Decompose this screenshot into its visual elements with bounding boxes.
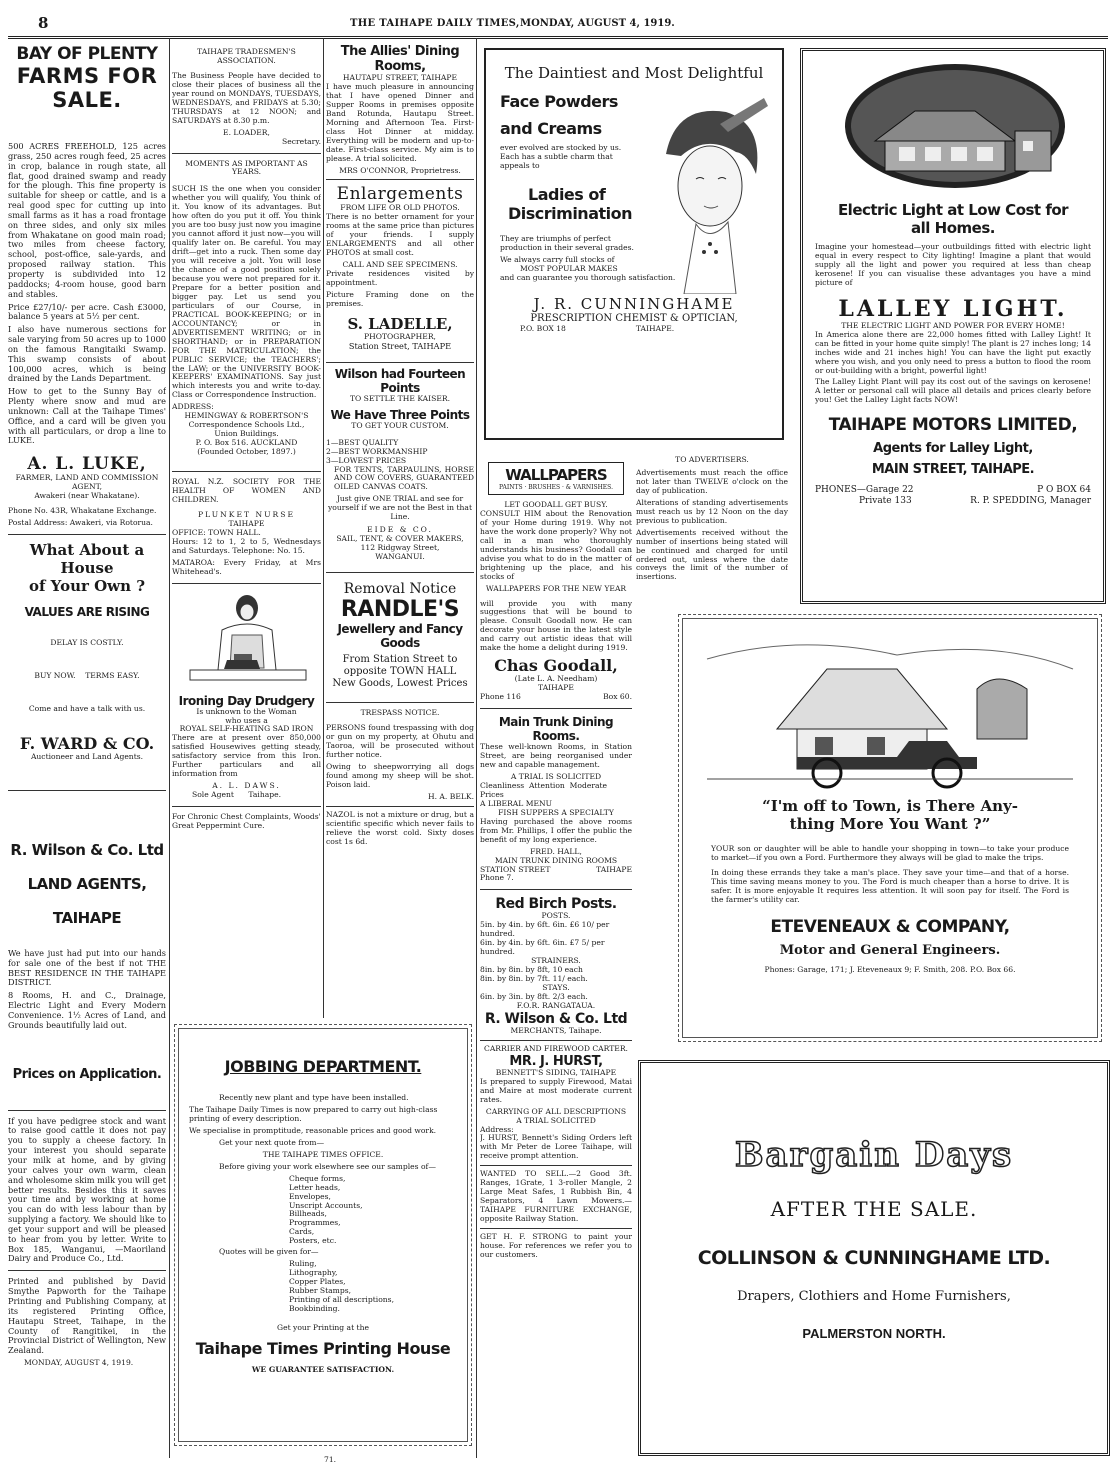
list-item: Envelopes, (289, 1191, 331, 1201)
ad-heading: CARRIER AND FIREWOOD CARTER. (484, 1043, 628, 1053)
ad-heading: TAIHAPE TRADESMEN'S ASSOCIATION. (197, 48, 296, 65)
signature: FRED. HALL, (530, 846, 582, 856)
ad-line: STRAINERS. (531, 956, 581, 966)
ad-body: Just give ONE TRIAL and see for yourself if we are not the Best in that Line. (327, 494, 473, 522)
ad-line: WE GUARANTEE SATISFACTION. (251, 1364, 395, 1374)
ad-heading: Removal Notice (343, 581, 457, 598)
ad-heading: WALLPAPERS FOR THE NEW YEAR (485, 583, 627, 593)
divider (326, 806, 474, 807)
samples-list (189, 1175, 457, 1247)
contact-line (815, 496, 1091, 507)
ad-body: The Business People have decided to close their places of business all the year round on MONDAYS, TUESDAYS, WEDNESDAYS, and FRIDAYS at 5.30; THURSDAYS at 12 NOON; and SATURDAYS at 8.30 p.m. (172, 70, 321, 125)
ad-line-part: TAIHAPE. (635, 323, 675, 333)
ad-body: Imagine your homestead—your outbuildings fitted with electric light equal in every respect to City lighting! Imagine a plant that would supply all the light and power you required at less than cheap kerosene! If you can visualise these advantages you have a mind picture of (815, 242, 1091, 287)
goodall-wallpaper-ad (480, 462, 632, 702)
masthead-rule (8, 36, 1108, 39)
ad-line: Union Buildings. (214, 429, 279, 439)
ad-body: Advertisements received without the number of insertions being stated will be continued and charged for until ordered out, unless where the date conveys the limit of the number of insertions. (636, 527, 788, 582)
phone: Phone No. 43R, Whakatane Exchange. (8, 506, 157, 516)
divider (480, 1228, 632, 1229)
ad-body: Before giving your work elsewhere see our samples of— (219, 1161, 436, 1171)
divider (326, 362, 474, 363)
ad-line-part: PHONES—Garage 22 (815, 485, 914, 496)
ad-heading: Ladies of (528, 184, 606, 204)
signature-role: Secretary. (282, 136, 321, 146)
ad-heading: Enlargements (336, 184, 464, 205)
tradesmen-ad (172, 48, 321, 147)
list-item: Ruling, (289, 1259, 317, 1269)
ad-body: Having purchased the above rooms from Mr. Phillips, I offer the public the benefit of my long experience. (480, 816, 632, 844)
ad-line: CALL AND SEE SPECIMENS. (342, 260, 458, 270)
imprint: Printed and published by David Smythe Papworth for the Taihape Printing and Publishing Company, at its registered Printing Office, Hautapu Street, Taihape, in the County of Rangitikei, in the Provincial District of Wellington, New Zealand. (8, 1276, 166, 1356)
signature-role (192, 791, 321, 800)
ad-line: DELAY IS COSTLY. (50, 638, 124, 648)
list-item: Programmes, (289, 1218, 341, 1228)
ad-heading: The Allies' Dining (340, 44, 460, 59)
advertiser-role: MERCHANTS, Taihape. (510, 1025, 602, 1035)
column-rule (323, 38, 324, 1018)
ad-line: We always carry full stocks of (500, 254, 615, 264)
ad-line: Address: (480, 1124, 514, 1134)
plunket-ad (172, 478, 321, 577)
list-item: Printing of all descriptions, (289, 1295, 394, 1305)
homestead-illustration (815, 61, 1095, 191)
moments-ad (172, 160, 321, 458)
trespass-ad (326, 709, 474, 802)
ad-heading: LAND AGENTS, (27, 874, 147, 893)
signature: H. A. BELK. (427, 791, 474, 801)
price-line: 5in. by 4in. by 6ft. 6in. £6 10/ per hundred. (480, 920, 610, 939)
ad-heading: JOBBING DEPARTMENT. (224, 1057, 422, 1076)
ad-heading: What About a House (29, 541, 145, 578)
lalley-light-ad (800, 48, 1106, 604)
column-4a (480, 462, 632, 1462)
ad-line (480, 782, 632, 800)
ad-heading: ROYAL N.Z. SOCIETY FOR THE HEALTH OF WOMEN AND CHILDREN. (172, 477, 321, 504)
price-line: 8in. by 8in. by 7ft. 11/ each. (480, 974, 588, 984)
advertiser-role: PRESCRIPTION CHEMIST & OPTICIAN, (530, 312, 738, 324)
ad-body: 8 Rooms, H. and C., Drainage, Electric Light and Every Modern Convenience. 1½ Acres of Land, and Grounds beautifully laid out. (8, 990, 166, 1030)
wallpapers-logo (488, 462, 624, 495)
points-list (326, 439, 474, 466)
ad-body: Quotes will be given for— (219, 1247, 319, 1257)
ad-body: J. HURST, Bennett's Siding Orders left with Mr Peter de Loree Taihape, will receive prompt attention. (480, 1133, 632, 1161)
divider (8, 1110, 166, 1111)
ad-heading: The Daintiest and Most Delightful (504, 64, 764, 82)
ad-line: Drapers, Clothiers and Home Furnishers, (737, 1289, 1011, 1304)
signature: MAIN TRUNK DINING ROOMS (494, 855, 618, 865)
advertiser-name: TAIHAPE MOTORS LIMITED, (828, 415, 1078, 436)
signature: E. LOADER, (223, 127, 270, 137)
ad-heading: Prices on Application. (12, 1066, 162, 1082)
ad-heading: of Your Own ? (28, 577, 145, 596)
ad-line: F.O.R. RANGATAUA. (516, 1000, 596, 1010)
advertiser-role: PHOTOGRAPHER, (364, 331, 436, 341)
list-item: Copper Plates, (289, 1277, 346, 1287)
price-line: 8in. by 8in. by 8ft, 10 each (480, 965, 583, 975)
ad-heading: Goods (380, 636, 420, 651)
eteveneaux-ford-ad (678, 614, 1102, 1042)
contact-line: Phones: Garage, 171; J. Eteveneaux 9; F. Smith, 208. P.O. Box 66. (764, 964, 1016, 974)
hurst-carrier-ad (480, 1045, 632, 1161)
woman-ironing-illustration (172, 590, 321, 690)
ad-heading: Jewellery and Fancy (337, 622, 463, 637)
ad-heading: Rooms, (374, 59, 426, 74)
advertiser-name: A. L. LUKE, (27, 454, 147, 475)
advertiser-address: BENNETT'S SIDING, TAIHAPE (495, 1067, 617, 1077)
ad-line-part: Box 60. (603, 692, 632, 702)
ad-line: FROM LIFE OR OLD PHOTOS. (340, 203, 460, 213)
list-item: Cards, (289, 1227, 315, 1237)
ad-body: I have much pleasure in announcing that I have opened Dinner and Supper Rooms in premises opposite Band Rotunda, Hautapu Street. Morning and Afternoon Tea. First-class Hot Dinner at midday. Everything will be modern and up-to-date. First-class service. My aim is to please. A trial solicited. (326, 81, 474, 163)
divider (480, 1165, 632, 1166)
ad-line: ADDRESS: (172, 402, 214, 412)
ad-line: and can guarantee you thorough satisfaction. (500, 272, 676, 282)
signature-part: Sole Agent (192, 790, 234, 800)
woman-portrait-illustration (636, 94, 772, 294)
dairy-ad: If you have pedigree stock and want to raise good cattle it does not pay you to supply a cheese factory. In your interest you should separate your milk at home, and by giving your calves your own warm, clean and wholesome skim milk you will get better results. Besides this it saves your time and by working at home you can do with less labour than by supplying a factory. We should like to get your support and will be pleased to hear from you by letter. Write to Box 185, Wanganui, —Maoriland Dairy and Produce Co., Ltd. (8, 1115, 166, 1264)
ad-heading: LET GOODALL GET BUSY. (504, 500, 608, 509)
advertiser-name: Taihape Times Printing House (195, 1338, 451, 1358)
ad-line: opposite TOWN HALL (343, 666, 457, 678)
ad-body: There are at present over 850,000 satisfied Housewives getting steady, satisfactory service from this Iron. Further particulars and all information from (172, 733, 321, 779)
ad-body: Advertisements must reach the office not later than TWELVE o'clock on the day of publication. (636, 467, 788, 495)
price-line: 6in. by 3in. by 8ft. 2/3 each. (480, 991, 588, 1001)
ad-line: Correspondence Schools Ltd., (188, 420, 305, 430)
ad-line: Each has a subtle charm that appeals to (500, 151, 613, 170)
ad-heading: Electric Light at Low Cost for (837, 201, 1069, 219)
ad-heading: Wilson had Fourteen (334, 366, 466, 381)
divider (172, 471, 321, 472)
advertiser-role: SAIL, TENT, & COVER MAKERS, (336, 534, 464, 544)
red-birch-posts-ad (480, 896, 632, 1035)
strong-painter-ad: GET H. F. STRONG to paint your house. For references we refer you to our customers. (480, 1232, 632, 1259)
divider (326, 702, 474, 703)
advertiser-name: Chas Goodall, (494, 656, 618, 676)
ad-heading: TO ADVERTISERS. (675, 456, 749, 464)
ad-heading: Red Birch Posts. (495, 896, 617, 913)
divider (8, 790, 166, 791)
ad-line: Agents for Lalley Light, (873, 441, 1033, 457)
ad-line-part: TAIHAPE (596, 864, 632, 874)
ad-body: MATAROA: Every Friday, at Mrs Whitehead's. (172, 557, 321, 576)
nazol-ad: NAZOL is not a mixture or drug, but a scientific specific which never fails to relieve the worst cold. Sixty doses cost 1s 6d. (326, 809, 474, 846)
ad-body: 500 ACRES FREEHOLD, 125 acres grass, 250 acres rough feed, 25 acres in crop, balance in rough state, all flat, good drained swamp and ready for the plough. This fine property is suitable for sheep or cattle, and is a real good spec for cutting up into small farms as it has a road frontage on three sides, and only six miles from Whakatane on good main road; two miles from cheese factory, school, post-office, sale-yards, and proposed railway station. This property is subdivided into 12 paddocks; 4-room house, good barn and stables. (8, 141, 166, 299)
ad-heading: Ironing Day Drudgery (178, 693, 315, 708)
ad-line (480, 693, 632, 702)
page-number: 8 (38, 14, 49, 32)
ad-heading: FARMS FOR SALE. (16, 64, 158, 112)
main-trunk-dining-ad (480, 715, 632, 883)
ad-line: Is unknown to the Woman (196, 706, 297, 716)
logo-subtext: PAINTS · BRUSHES · & VARNISHES. (499, 484, 613, 491)
chest-ad: For Chronic Chest Complaints, Woods' Great Peppermint Cure. (172, 812, 321, 831)
advertiser-name: HEMINGWAY & ROBERTSON'S (184, 411, 309, 421)
ad-line: Phone 7. (480, 873, 514, 883)
ad-body: Is prepared to supply Firewood, Matai and Maire at most moderate current rates. (480, 1076, 632, 1104)
list-item: 1—BEST QUALITY (326, 437, 399, 447)
signature: A. L. DAWS. (212, 781, 281, 791)
price-line: 6in. by 4in. by 6ft. 6in. £7 5/ per hundred. (480, 938, 605, 957)
ad-body: There is no better ornament for your rooms at the same price than pictures of your friends. I supply ENLARGEMENTS and all other PHOTOS at small cost. (326, 212, 474, 258)
ad-line-part: STATION STREET (480, 864, 551, 874)
ad-body: Private residences visited by appointment. (326, 269, 474, 288)
enlargements-ad (326, 184, 474, 351)
ad-line-part: R. P. SPEDDING, Manager (970, 496, 1091, 507)
ad-heading: R. Wilson & Co. Ltd (10, 840, 164, 859)
divider (8, 1270, 166, 1271)
ad-heading: all Homes. (911, 219, 995, 237)
advertiser-name: ETEVENEAUX & COMPANY, (770, 916, 1010, 937)
advertiser-name: MR. J. HURST, (509, 1053, 603, 1069)
divider (480, 708, 632, 709)
ad-body: In doing these errands they take a man's place. They save your time—and that of a horse. This time saving means money to you. The Ford is much cheaper than a horse to drive. It is safer. It is more enjoyable It requires less attention. It will soon pay for itself. The Ford is the farmer's utility car. (711, 867, 1069, 904)
ad-body: Get your next quote from— (219, 1137, 325, 1147)
ad-line-part: Phone 116 (480, 692, 521, 702)
column-4b (636, 456, 788, 606)
list-item: Unscript Accounts, (289, 1200, 363, 1210)
ad-line: ROYAL SELF-HEATING SAD IRON (179, 724, 314, 734)
advertiser-address: Station Street, TAIHAPE (348, 340, 452, 351)
ad-heading: Discrimination (508, 203, 633, 223)
ad-body: Hours: 12 to 1, 2 to 5, Wednesdays and Saturdays. Telephone: No. 15. (172, 536, 321, 555)
ad-heading: thing More You Want ?” (789, 815, 991, 833)
list-item: 3—LOWEST PRICES (326, 455, 407, 465)
ad-line: MOST POPULAR MAKES (520, 263, 618, 273)
newspaper-title: THE TAIHAPE DAILY TIMES, (350, 18, 520, 29)
column-3 (326, 44, 474, 1014)
ad-heading: Points (380, 380, 420, 395)
ad-heading: Face Powders (500, 92, 618, 111)
ad-line: ever evolved are stocked by us. (500, 143, 622, 152)
list-item: Cheque forms, (289, 1173, 346, 1183)
ad-line: TAIHAPE (228, 518, 265, 528)
ad-heading: MOMENTS AS IMPORTANT AS YEARS. (185, 158, 308, 177)
wanted-to-sell-ad: WANTED TO SELL.—2 Good 3ft. Ranges, 1Grate, 1 3-roller Mangle, 2 Large Meat Safes, 1 Rubbish Bin, 4 Separators, 4 Lawn Mowers.—TAIHAPE FURNITURE EXCHANGE, opposite Railway Station. (480, 1169, 632, 1224)
column-2 (172, 48, 321, 998)
ad-line: A LIBERAL MENU (480, 798, 553, 808)
eide-tents-ad (326, 367, 474, 562)
wilson-land-ad (8, 841, 166, 1082)
advertiser-name: F. WARD & CO. (19, 733, 155, 753)
list-item: 2—BEST WORKMANSHIP (326, 446, 428, 456)
ad-line-part: Cleanliness (480, 780, 525, 790)
ad-line: Motor and General Engineers. (779, 942, 1001, 958)
advertiser-address: 112 Ridgway Street, (360, 543, 440, 553)
ad-body: Alterations of standing advertisements must reach us by 12 Noon on the day previous to publication. (636, 497, 788, 525)
ad-heading: Rooms. (532, 729, 580, 744)
list-item: Bookbinding. (289, 1304, 340, 1314)
ad-heading: BAY OF PLENTY (16, 44, 158, 64)
ad-body: The Taihape Daily Times is now prepared to carry out high-class printing of every description. (189, 1104, 438, 1123)
ad-subheading: VALUES ARE RISING (24, 605, 150, 620)
ad-heading: Bargain Days (734, 1135, 1014, 1175)
ad-line-part: BUY NOW. (34, 671, 76, 681)
list-item: Lithography, (289, 1268, 338, 1278)
ad-heading: and Creams (500, 119, 602, 138)
column-1 (8, 44, 166, 1464)
ad-body: These well-known Rooms, in Station Street, are being reorganised under new and capable management. (480, 742, 632, 770)
ad-line: who uses a (225, 715, 268, 725)
postal-address: Postal Address: Awakeri, via Rotorua. (8, 518, 153, 528)
ad-line: PALMERSTON NORTH. (802, 1326, 946, 1341)
jobbing-department-ad (174, 1024, 472, 1446)
ad-line: Come and have a talk with us. (28, 703, 146, 713)
logo-text: WALLPAPERS (505, 466, 607, 484)
ad-body: How to get to the Sunny Bay of Plenty where snow and mud are unknown: Call at the Taihape Times' Office, and a card will be given you with all particulars, or drop a line to LUKE. (8, 386, 166, 446)
imprint-date: MONDAY, AUGUST 4, 1919. (24, 1358, 134, 1368)
ad-line: FISH SUPPERS A SPECIALTY (498, 807, 614, 817)
divider (326, 179, 474, 180)
ford-car-illustration (697, 629, 1083, 789)
ad-line: From Station Street to (342, 654, 458, 666)
ad-body: SUCH IS the one when you consider whether you will qualify, You think of it. You know of its advantages. But how often do you put it off. You think you are too busy just now you imagine you cannot afford it just now—you will qualify later on. Be careful. You may drift—get into a ruck. Then some day you will receive a jolt. You will lose the chance of a good position solely because you were not prepared for it. Prepare for a better position and bigger pay. Let us send you particulars of our Course, in PRACTICAL BOOK-KEEPING; or in ACCOUNTANCY; or in ADVERTISEMENT WRITING; or in SHORTHAND; or in PREPARATION FOR THE MATRICULATION; the PUBLIC SERVICE; the TEACHERS'; the LAW; or the UNIVERSITY BOOK-KEEPERS' EXAMINATIONS. Say just which interests you and write to-day. Class or Correspondence Instruction. (172, 184, 321, 400)
ad-line: MAIN STREET, TAIHAPE. (871, 462, 1035, 478)
ad-line-part: Private 133 (859, 496, 912, 507)
collinson-bargain-ad (638, 1060, 1110, 1456)
ad-body: THE TAIHAPE TIMES OFFICE. (262, 1149, 384, 1159)
list-item: Letter heads, (289, 1182, 341, 1192)
signature: MRS O'CONNOR, Proprietress. (339, 165, 461, 175)
ad-line-part: P.O. BOX 18 (520, 323, 566, 333)
ad-heading: “I'm off to Town, is There Any- (762, 797, 1018, 815)
ad-line: A TRIAL SOLICITED (516, 1115, 596, 1125)
ad-line: POSTS. (541, 911, 571, 921)
list-item: Posters, etc. (289, 1236, 337, 1246)
ad-line (8, 672, 166, 681)
ironing-ad (172, 590, 321, 801)
divider (480, 1040, 632, 1041)
ad-line: (Founded October, 1897.) (197, 447, 296, 457)
ad-heading: TAIHAPE (52, 908, 122, 927)
column-rule (476, 38, 477, 1458)
advertiser-address: Awakeri (near Whakatane). (34, 491, 140, 501)
ad-body: FOR TENTS, TARPAULINS, HORSE AND COW COVERS, GUARANTEED OILED CANVAS COATS. (334, 464, 474, 492)
contact-line (815, 485, 1091, 496)
ad-body: We specialise in promptitude, reasonable prices and good work. (189, 1125, 437, 1135)
ad-line: THE ELECTRIC LIGHT AND POWER FOR EVERY HOME! (841, 320, 1065, 330)
ad-body: YOUR son or daughter will be able to handle your shopping in town—to take your produce to market—if you own a Ford. Furthermore they always will be glad to make the trips. (711, 844, 1069, 862)
ad-line: TO SETTLE THE KAISER. (349, 393, 451, 403)
ad-line (520, 325, 768, 334)
ad-line-part: Moderate Prices (480, 780, 608, 799)
ad-heading: RANDLE'S (340, 597, 460, 623)
cunninghame-chemist-ad (484, 48, 784, 440)
ad-line-part: Attention (529, 780, 565, 790)
services-list (189, 1260, 457, 1314)
ad-body: Picture Framing done on the premises. (326, 290, 474, 309)
ad-body: Get your Printing at the (277, 1322, 369, 1332)
divider (172, 153, 321, 154)
masthead (0, 6, 1114, 36)
allies-dining-ad (326, 44, 474, 175)
ad-body: We have just had put into our hands for sale one of the best if not THE BEST RESIDENCE IN THE TAIHAPE DISTRICT. (8, 947, 166, 988)
ad-line: PLUNKET NURSE (198, 509, 295, 519)
advertiser-name: COLLINSON & CUNNINGHAME LTD. (697, 1247, 1051, 1269)
ad-heading: AFTER THE SALE. (770, 1197, 978, 1221)
advertiser-name: J. R. CUNNINGHAME (533, 294, 735, 313)
divider (326, 572, 474, 573)
signature-part: Taihape. (248, 790, 282, 800)
ad-body: They are triumphs of perfect production in their several grades. (500, 233, 634, 252)
ad-line-part: TERMS EASY. (85, 671, 140, 681)
ad-line: STAYS. (542, 983, 570, 993)
ad-line: CARRYING OF ALL DESCRIPTIONS (485, 1106, 627, 1116)
ad-line: New Goods, Lowest Prices (332, 678, 468, 690)
list-item: Rubber Stamps, (289, 1286, 352, 1296)
ad-heading: We Have Three Points (330, 407, 470, 422)
divider (172, 583, 321, 584)
ad-line: (Late L. A. Needham) (514, 674, 598, 684)
ad-body: Owing to sheepworrying all dogs found among my sheep will be shot. Poison laid. (326, 761, 474, 789)
ad-body: Price £27/10/- per acre. Cash £3000, balance 5 years at 5½ per cent. (8, 301, 166, 322)
advertiser-role: Auctioneer and Land Agents. (30, 751, 144, 761)
list-item: Billheads, (289, 1209, 327, 1219)
ad-heading: Main Trunk Dining (498, 715, 614, 730)
randle-ad (326, 581, 474, 690)
bay-of-plenty-ad (8, 44, 166, 528)
ad-line: A TRIAL IS SOLICITED (510, 771, 602, 781)
ad-line-part: P O BOX 64 (1037, 485, 1091, 496)
ad-body: The Lalley Light Plant will pay its cost out of the savings on kerosene! A letter or personal call will place all details and prices clearly before you! Get the Lalley Light facts NOW! (815, 377, 1091, 405)
product-name: LALLEY LIGHT. (838, 295, 1068, 322)
divider (8, 534, 166, 535)
ad-body: will provide you with many suggestions that will be bound to please. Consult Goodall now. He can decorate your house in the latest style and carry out artistic ideas that will make the home a delight during 1919. (480, 598, 632, 653)
ad-body: I also have numerous sections for sale varying from 50 acres up to 1000 on the famous Rangitaiki Swamp. This swamp consists of about 100,000 acres, which is being drained by the Lands Department. (8, 324, 166, 384)
advertiser-address: WANGANUI. (375, 552, 425, 562)
ad-body: In America alone there are 22,000 homes fitted with Lalley Light! It can be fitted in your home quite simply! The plant is 27 inches long; 14 inches wide and 21 inches high! You can have the light put exactly where you wish, and you only need to press a button to flood the room or out-building with a bright, powerful light! (815, 329, 1091, 375)
ad-heading: TRESPASS NOTICE. (360, 708, 440, 718)
advertiser-name: EIDE & CO. (367, 525, 433, 535)
advertiser-name: R. Wilson & Co. Ltd (484, 1010, 628, 1027)
advertiser-name: S. LADELLE, (347, 314, 453, 333)
ad-line: OFFICE: TOWN HALL. (172, 527, 261, 537)
advertiser-role: FARMER, LAND AND COMMISSION AGENT, (15, 473, 159, 492)
ad-line: P. O. Box 516. AUCKLAND (195, 438, 298, 448)
divider (172, 806, 321, 807)
ad-body: Recently new plant and type have been installed. (219, 1093, 409, 1102)
column-rule (169, 38, 170, 1458)
divider (480, 889, 632, 890)
ad-body: CONSULT HIM about the Renovation of your Home during 1919. Why not have the work done properly? Why not call in a man who thoroughly understands his business? Goodall can advise you what to do in the matter of brightening up the place, and his stocks of (480, 508, 632, 581)
ad-line: HAUTAPU STREET, TAIHAPE (342, 73, 458, 82)
ad-line: TO GET YOUR CUSTOM. (351, 420, 449, 430)
ad-line: TAIHAPE (538, 683, 574, 693)
house-ad (8, 541, 166, 762)
issue-date: MONDAY, AUGUST 4, 1919. (520, 18, 675, 29)
ad-body: PERSONS found trespassing with dog or gun on my property, at Ohutu and Taoroa, will be prosecuted without further notice. (326, 723, 474, 759)
page-footer-number: 71. (324, 1456, 337, 1464)
